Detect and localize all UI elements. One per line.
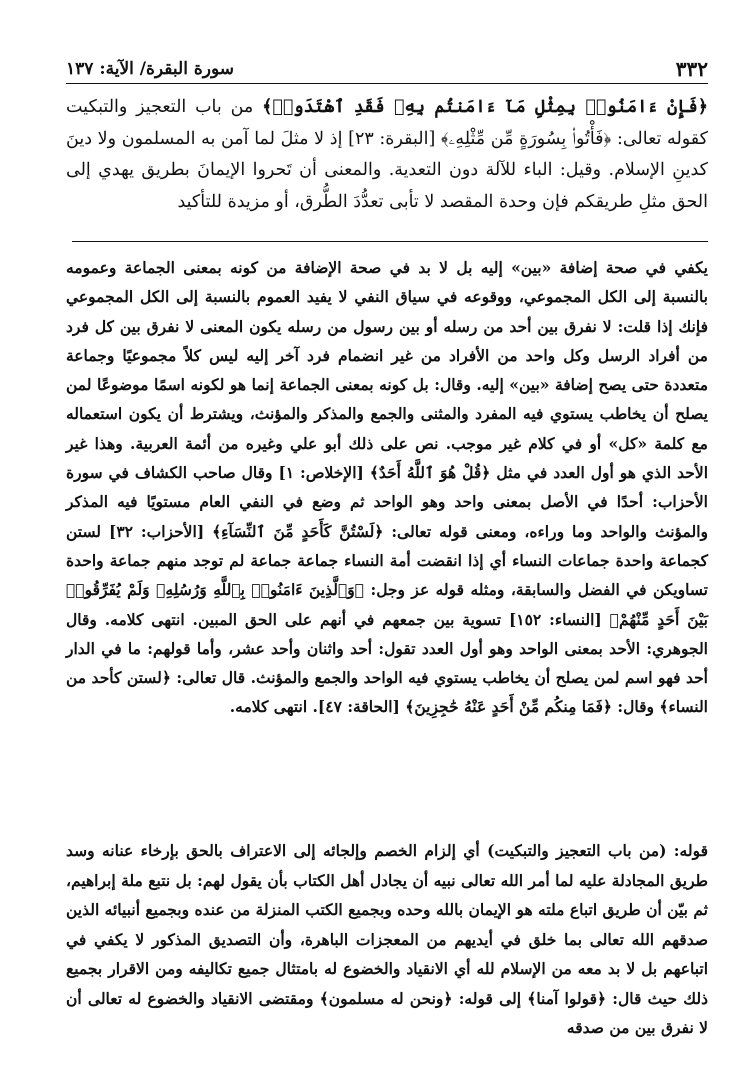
commentary-label: قوله: (من باب التعجيز والتبكيت)	[487, 841, 708, 860]
footnote	[66, 253, 708, 722]
footnote-divider	[72, 241, 708, 242]
main-body: من باب التعجيز والتبكيت كقوله تعالى: ﴿فَأْتُوا۟ بِسُورَةٍ مِّن مِّثْلِهِۦ﴾ [البقرة: ٢٣] إذ لا مثلَ لما آمن به المسلمون ولا دينَ كدينِ الإسلام. وقيل: الباء للآلة دون التعدية. والمعنى أن تَحروا الإيمانَ بطريق يهدي إلى الحق مثلِ طريقكم فإن وحدة المقصد لا تأبى تعدُّدَ الطُّرق، أو مزيدة للتأكيد	[66, 97, 708, 212]
page-header	[66, 50, 708, 84]
main-text	[66, 92, 708, 218]
commentary-text: أي إلزام الخصم وإلجائه إلى الاعتراف بالحق بإرخاء عنانه وسد طريق المجادلة عليه لما أمر الله تعالى نبيه أن يجادل أهل الكتاب بأن يقول لهم: بل نتبع ملة إبراهيم، ثم بيّن أن طريق اتباع ملته هو الإيمان بالله وحده وبجميع الكتب المنزلة من عنده وبجميع أنبيائه الذين صدقهم الله تعالى بما خلق في أيديهم من المعجزات الباهرة، وأن التصديق المذكور لا يكفي في اتباعهم بل لا بد معه من الإسلام لله أي الانقياد والخضوع له بامتثال جميع تكاليفه ومن الاقرار بجميع ذلك حيث قال: ﴿قولوا آمنا﴾ إلى قوله: ﴿ونحن له مسلمون﴾ ومقتضى الانقياد والخضوع له تعالى أن لا نفرق بين من صدقه	[66, 841, 708, 1037]
page-number: ٣٣٢	[675, 57, 708, 81]
main-paragraph	[66, 92, 708, 218]
commentary	[66, 836, 708, 1043]
commentary-paragraph	[66, 836, 708, 1043]
footnote-paragraph: يكفي في صحة إضافة «بين» إليه بل لا بد في صحة الإضافة من كونه بمعنى الجماعة وعمومه بالنسبة إلى الكل المجموعي، ووقوعه في سياق النفي لا يفيد العموم بالنسبة إلى الكل المجموعي فإنك إذا قلت: لا نفرق بين أحد من رسله أو بين رسول من رسله يكون المعنى لا نفرق بين كل فرد من أفراد الرسل وكل واحد من الأفراد من غير انضمام فرد آخر إليه ليس كلاً مجموعيًا وجماعة متعددة حتى يصح إضافة «بين» إليه. وقال: بل كونه بمعنى الجماعة إنما هو لكونه اسمًا موضوعًا لمن يصلح أن يخاطب يستوي فيه المفرد والمثنى والجمع والمذكر والمؤنث، ويشترط أن يكون استعماله مع كلمة «كل» أو في كلام غير موجب. نص على ذلك أبو علي وغيره من أئمة العربية. وهذا غير الأحد الذي هو أول العدد في مثل ﴿قُلْ هُوَ ٱللَّهُ أَحَدٌ﴾ [الإخلاص: ١] وقال صاحب الكشاف في سورة الأحزاب: أحدًا في الأصل بمعنى واحد وهو الواحد ثم وضع في النفي العام مستويًا فيه المذكر والمؤنث والواحد وما وراءه، ومعنى قوله تعالى: ﴿لَسْتُنَّ كَأَحَدٍ مِّنَ ٱلنِّسَآءِ﴾ [الأحزاب: ٣٢] لستن كجماعة واحدة جماعات النساء أي إذا انقضت أمة النساء جماعة جماعة لم توجد منهم جماعة واحدة تساويكن في الفضل والسابقة، ومثله قوله عز وجل: ﴿وَٱلَّذِينَ ءَامَنُوا۟ بِٱللَّهِ وَرُسُلِهِۦ وَلَمْ يُفَرِّقُوا۟ بَيْنَ أَحَدٍ مِّنْهُمْ﴾ [النساء: ١٥٢] تسوية بين جمعهم في أنهم على الحق المبين. انتهى كلامه. وقال الجوهري: الأحد بمعنى الواحد وهو أول العدد تقول: أحد واثنان وأحد عشر، وأما قولهم: ما في الدار أحد فهو اسم لمن يصلح أن يخاطب يستوي فيه الواحد والجمع والمؤنث. قال تعالى: ﴿لستن كأحد من النساء﴾ وقال: ﴿فَمَا مِنكُم مِّنْ أَحَدٍ عَنْهُ حَٰجِزِينَ﴾ [الحاقة: ٤٧]. انتهى كلامه.	[66, 258, 709, 717]
quran-verse: ﴿فَإِنْ ءَامَنُوا۟ بِمِثْلِ مَآ ءَامَنتُم بِهِۦ فَقَدِ ٱهْتَدَوا۟﴾	[262, 97, 709, 117]
sura-reference: سورة البقرة/ الآية: ١٣٧	[66, 59, 234, 79]
